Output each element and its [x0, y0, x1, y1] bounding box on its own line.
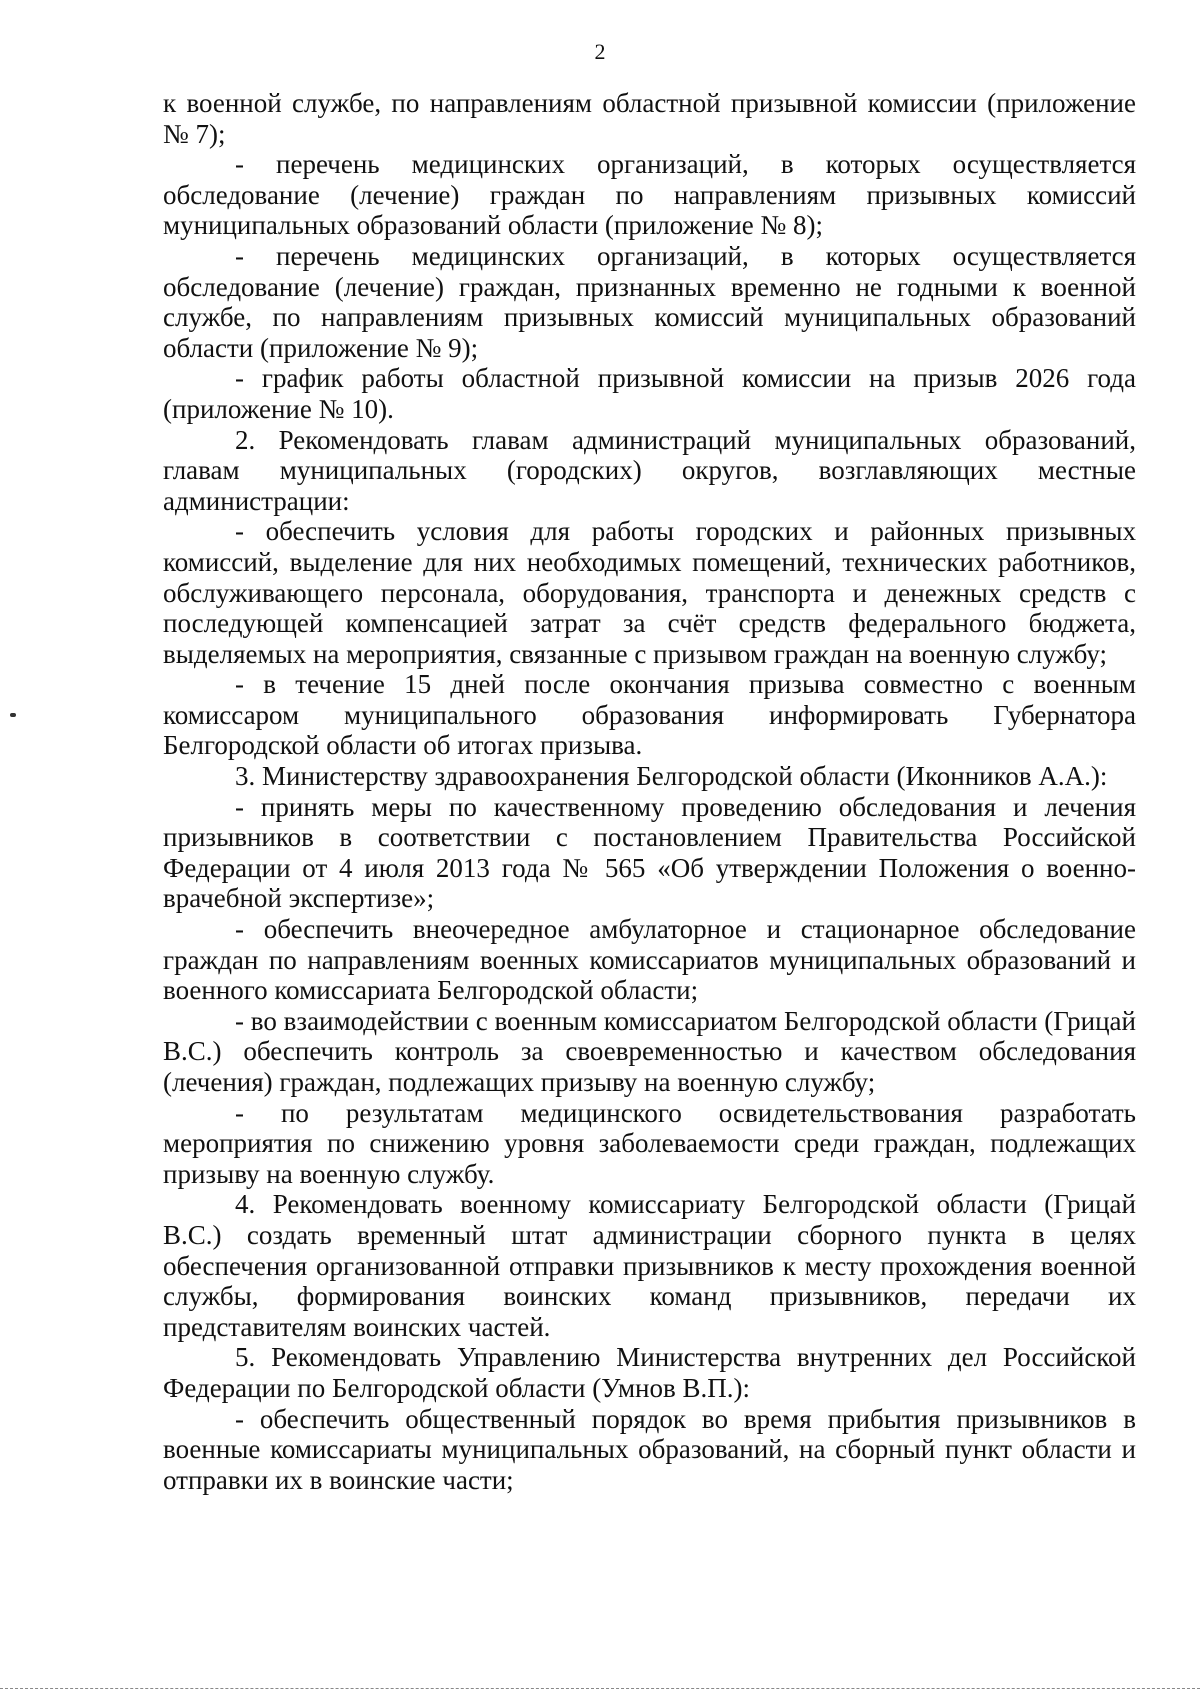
- scan-edge-line: [0, 1688, 1200, 1689]
- document-body: [163, 88, 1136, 1495]
- paragraph: 4. Рекомендовать военному комиссариату Белгородской области (Грицай В.С.) создать временный штат администрации сборного пункта в целях обеспечения организованной отправки призывников к месту прохождения военной службы, формирования воинских команд призывников, передачи их представителям воинских частей.: [163, 1189, 1136, 1342]
- paragraph: - перечень медицинских организаций, в которых осуществляется обследование (лечение) граждан, признанных временно не годными к военной службе, по направлениям призывных комиссий муниципальных образований области (приложение № 9);: [163, 240, 1136, 363]
- paragraph: - принять меры по качественному проведению обследования и лечения призывников в соответствии с постановлением Правительства Российской Федерации от 4 июля 2013 года № 565 «Об утверждении Положения о военно-врачебной экспертизе»;: [163, 791, 1136, 914]
- paragraph: к военной службе, по направлениям областной призывной комиссии (приложение № 7);: [163, 88, 1136, 149]
- paragraph: - обеспечить внеочередное амбулаторное и стационарное обследование граждан по направлениям военных комиссариатов муниципальных образований и военного комиссариата Белгородской области;: [163, 914, 1136, 1006]
- paragraph: - во взаимодействии с военным комиссариатом Белгородской области (Грицай В.С.) обеспечить контроль за своевременностью и качеством обследования (лечения) граждан, подлежащих призыву на военную службу;: [163, 1005, 1136, 1097]
- paragraph: - перечень медицинских организаций, в которых осуществляется обследование (лечение) граждан по направлениям призывных комиссий муниципальных образований области (приложение № 8);: [163, 149, 1136, 241]
- paragraph: - по результатам медицинского освидетельствования разработать мероприятия по снижению уровня заболеваемости среди граждан, подлежащих призыву на военную службу.: [163, 1097, 1136, 1189]
- page-number: 2: [594, 39, 606, 64]
- paragraph: 5. Рекомендовать Управлению Министерства внутренних дел Российской Федерации по Белгородской области (Умнов В.П.):: [163, 1342, 1136, 1403]
- paragraph: - обеспечить условия для работы городских и районных призывных комиссий, выделение для них необходимых помещений, технических работников, обслуживающего персонала, оборудования, транспорта и денежных средств с последующей компенсацией затрат за счёт средств федерального бюджета, выделяемых на мероприятия, связанные с призывом граждан на военную службу;: [163, 516, 1136, 669]
- scan-speck: [10, 713, 16, 717]
- paragraph: - в течение 15 дней после окончания призыва совместно с военным комиссаром муниципального образования информировать Губернатора Белгородской области об итогах призыва.: [163, 669, 1136, 761]
- paragraph: 3. Министерству здравоохранения Белгородской области (Иконников А.А.):: [235, 761, 1108, 792]
- paragraph: - график работы областной призывной комиссии на призыв 2026 года (приложение № 10).: [163, 363, 1136, 424]
- paragraph: - обеспечить общественный порядок во время прибытия призывников в военные комиссариаты муниципальных образований, на сборный пункт области и отправки их в воинские части;: [163, 1403, 1136, 1495]
- paragraph: 2. Рекомендовать главам администраций муниципальных образований, главам муниципальных (городских) округов, возглавляющих местные администрации:: [163, 424, 1136, 516]
